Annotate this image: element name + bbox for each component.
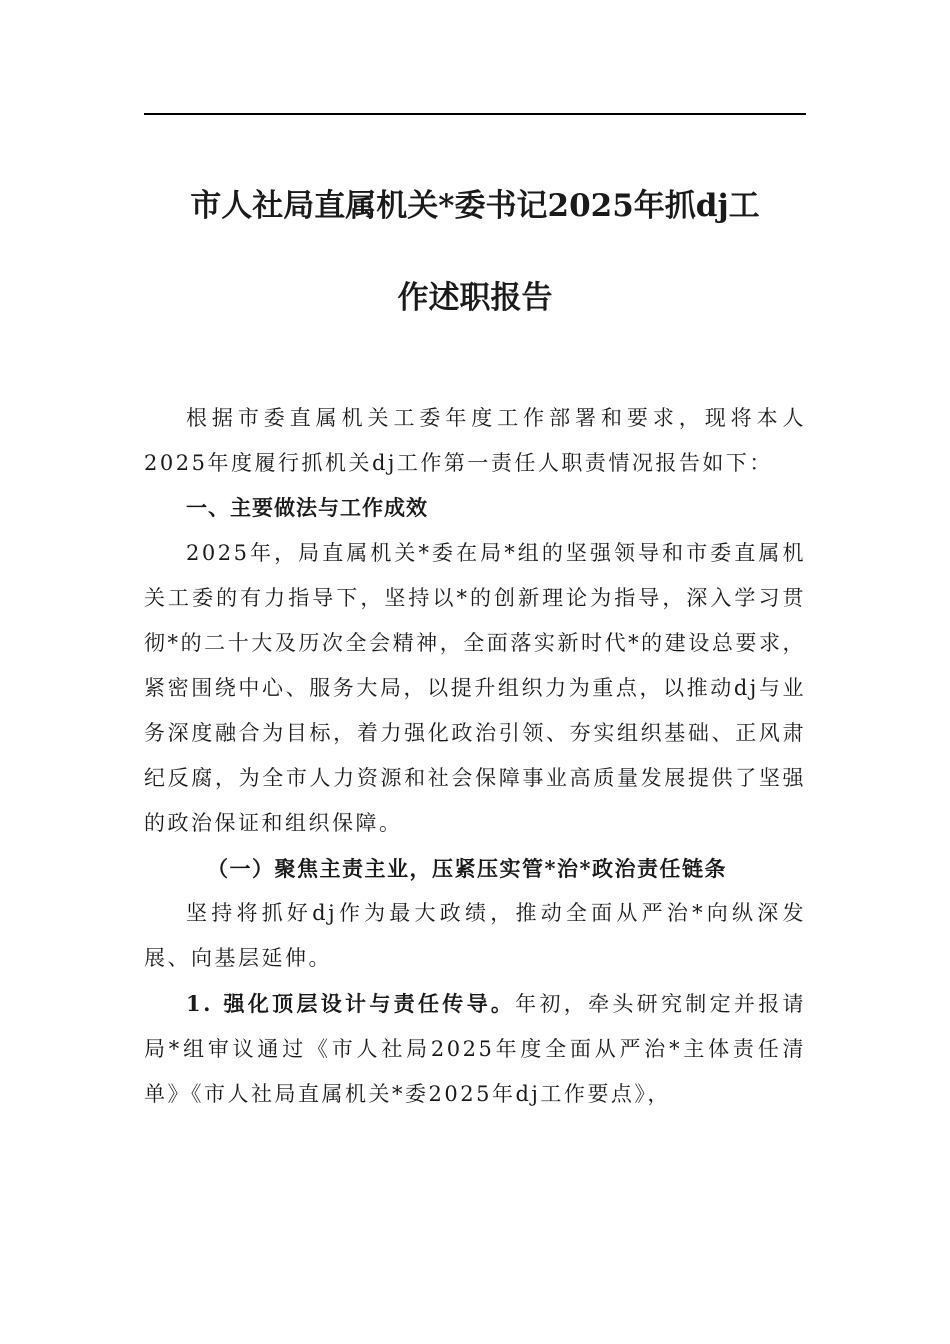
- document-title: [144, 160, 806, 344]
- document-body: [144, 396, 806, 1117]
- title-line-1: 市人社局直属机关*委书记2025年抓dj工: [190, 188, 760, 224]
- subsection-1-paragraph: 坚持将抓好dj作为最大政绩，推动全面从严治*向纵深发展、向基层延伸。: [144, 901, 806, 970]
- item-1-lead: 1. 强化顶层设计与责任传导。: [186, 991, 516, 1016]
- item-1-paragraph: [144, 981, 806, 1117]
- section-1-paragraph: 2025年，局直属机关*委在局*组的坚强领导和市委直属机关工委的有力指导下，坚持以*的创新理论为指导，深入学习贯彻*的二十大及历次全会精神，全面落实新时代*的建设总要求，紧密围绕中心、服务大局，以提升组织力为重点，以推动dj与业务深度融合为目标，着力强化政治引领、夯实组织基础、正风肃纪反腐，为全市人力资源和社会保障事业高质量发展提供了坚强的政治保证和组织保障。: [144, 541, 806, 835]
- item-1-text: 年初，牵头研究制定并报请局*组审议通过《市人社局2025年度全面从严治*主体责任清单》《市人社局直属机关*委2025年dj工作要点》，: [144, 992, 807, 1106]
- intro-paragraph: 根据市委直属机关工委年度工作部署和要求，现将本人2025年度履行抓机关dj工作第一责任人职责情况报告如下：: [144, 406, 806, 475]
- title-line-2: 作述职报告: [397, 280, 553, 316]
- header-divider-line: [144, 113, 806, 115]
- subsection-1-heading: （一）聚焦主责主业，压紧压实管*治*政治责任链条: [207, 856, 727, 881]
- section-1-heading: 一、主要做法与工作成效: [186, 496, 428, 520]
